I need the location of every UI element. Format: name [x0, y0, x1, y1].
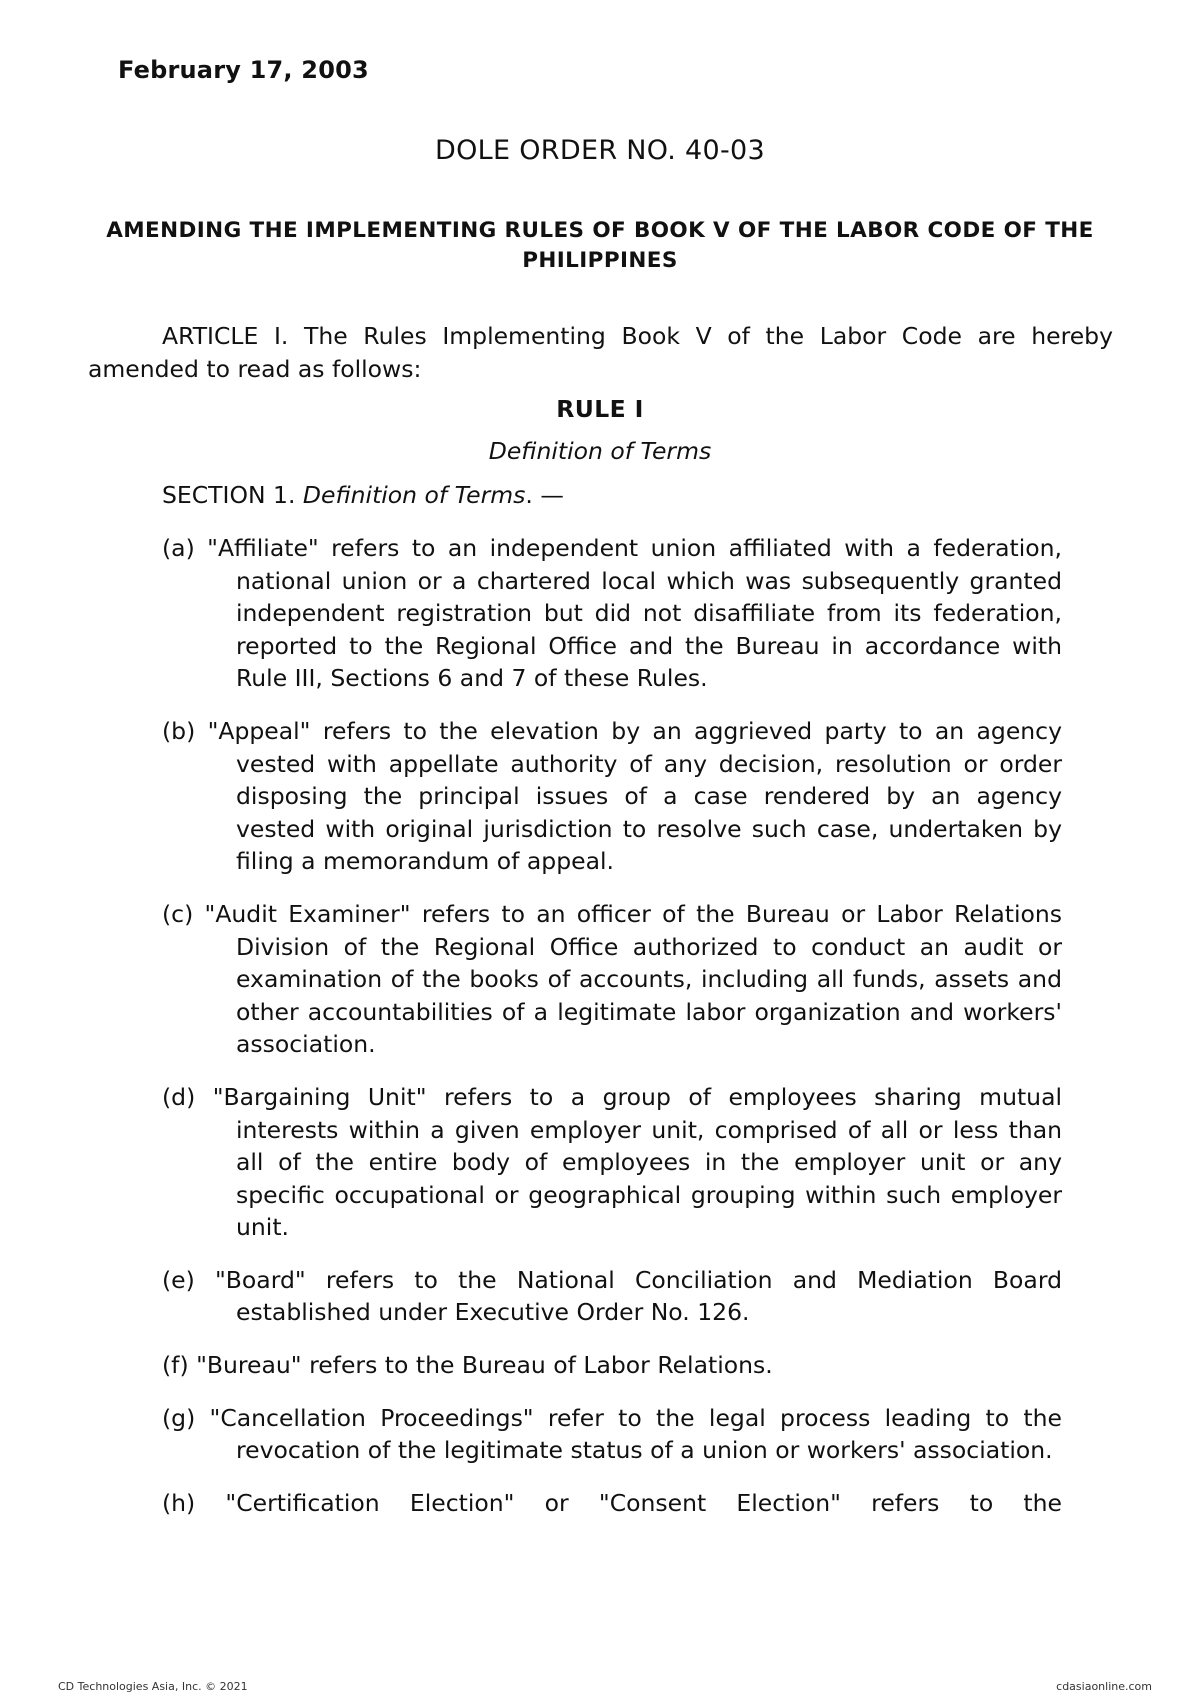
article-paragraph: ARTICLE I. The Rules Implementing Book V of the Labor Code are hereby amended to read as follows: [88, 322, 1113, 383]
definitions-list [162, 532, 1062, 1539]
definition-bargaining-unit: (d) "Bargaining Unit" refers to a group of employees sharing mutual interests within a given employer unit, comprised of all or less than all of the entire body of employees in the employer unit or any specific occupational or geographical grouping within such employer unit. [162, 1082, 1062, 1242]
footer-website: cdasiaonline.com [1056, 1680, 1152, 1693]
section-prefix: SECTION 1. [162, 481, 303, 509]
definition-certification-election: (h) "Certification Election" or "Consent Election" refers to the [162, 1488, 1062, 1517]
definition-audit-examiner: (c) "Audit Examiner" refers to an officer of the Bureau or Labor Relations Division of the Regional Office authorized to conduct an audit or examination of the books of accounts, including all funds, assets and other accountabilities of a legitimate labor organization and workers' association. [162, 899, 1062, 1059]
definition-appeal: (b) "Appeal" refers to the elevation by an aggrieved party to an agency vested with appellate authority of any decision, resolution or order disposing the principal issues of a case rendered by an agency vested with original jurisdiction to resolve such case, undertaken by filing a memorandum of appeal. [162, 716, 1062, 876]
section-suffix: . — [525, 481, 564, 509]
footer-copyright: CD Technologies Asia, Inc. © 2021 [58, 1680, 248, 1693]
rule-heading: RULE I [556, 395, 644, 423]
definition-bureau: (f) "Bureau" refers to the Bureau of Labor Relations. [162, 1351, 773, 1380]
definition-board: (e) "Board" refers to the National Conciliation and Mediation Board established under Executive Order No. 126. [162, 1265, 1062, 1327]
definition-affiliate: (a) "Affiliate" refers to an independent union affiliated with a federation, national union or a chartered local which was subsequently granted independent registration but did not disaffiliate from its federation, reported to the Regional Office and the Bureau in accordance with Rule III, Sections 6 and 7 of these Rules. [162, 534, 1062, 693]
rule-subheading: Definition of Terms [488, 437, 712, 465]
section-heading [162, 481, 564, 509]
section-title: Definition of Terms [302, 481, 526, 509]
document-date: February 17, 2003 [118, 56, 369, 84]
definition-cancellation-proceedings: (g) "Cancellation Proceedings" refer to the legal process leading to the revocation of the legitimate status of a union or workers' association. [162, 1403, 1062, 1465]
document-title: AMENDING THE IMPLEMENTING RULES OF BOOK V OF THE LABOR CODE OF THE PHILIPPINES [106, 218, 1094, 273]
order-number: DOLE ORDER NO. 40-03 [435, 135, 765, 166]
